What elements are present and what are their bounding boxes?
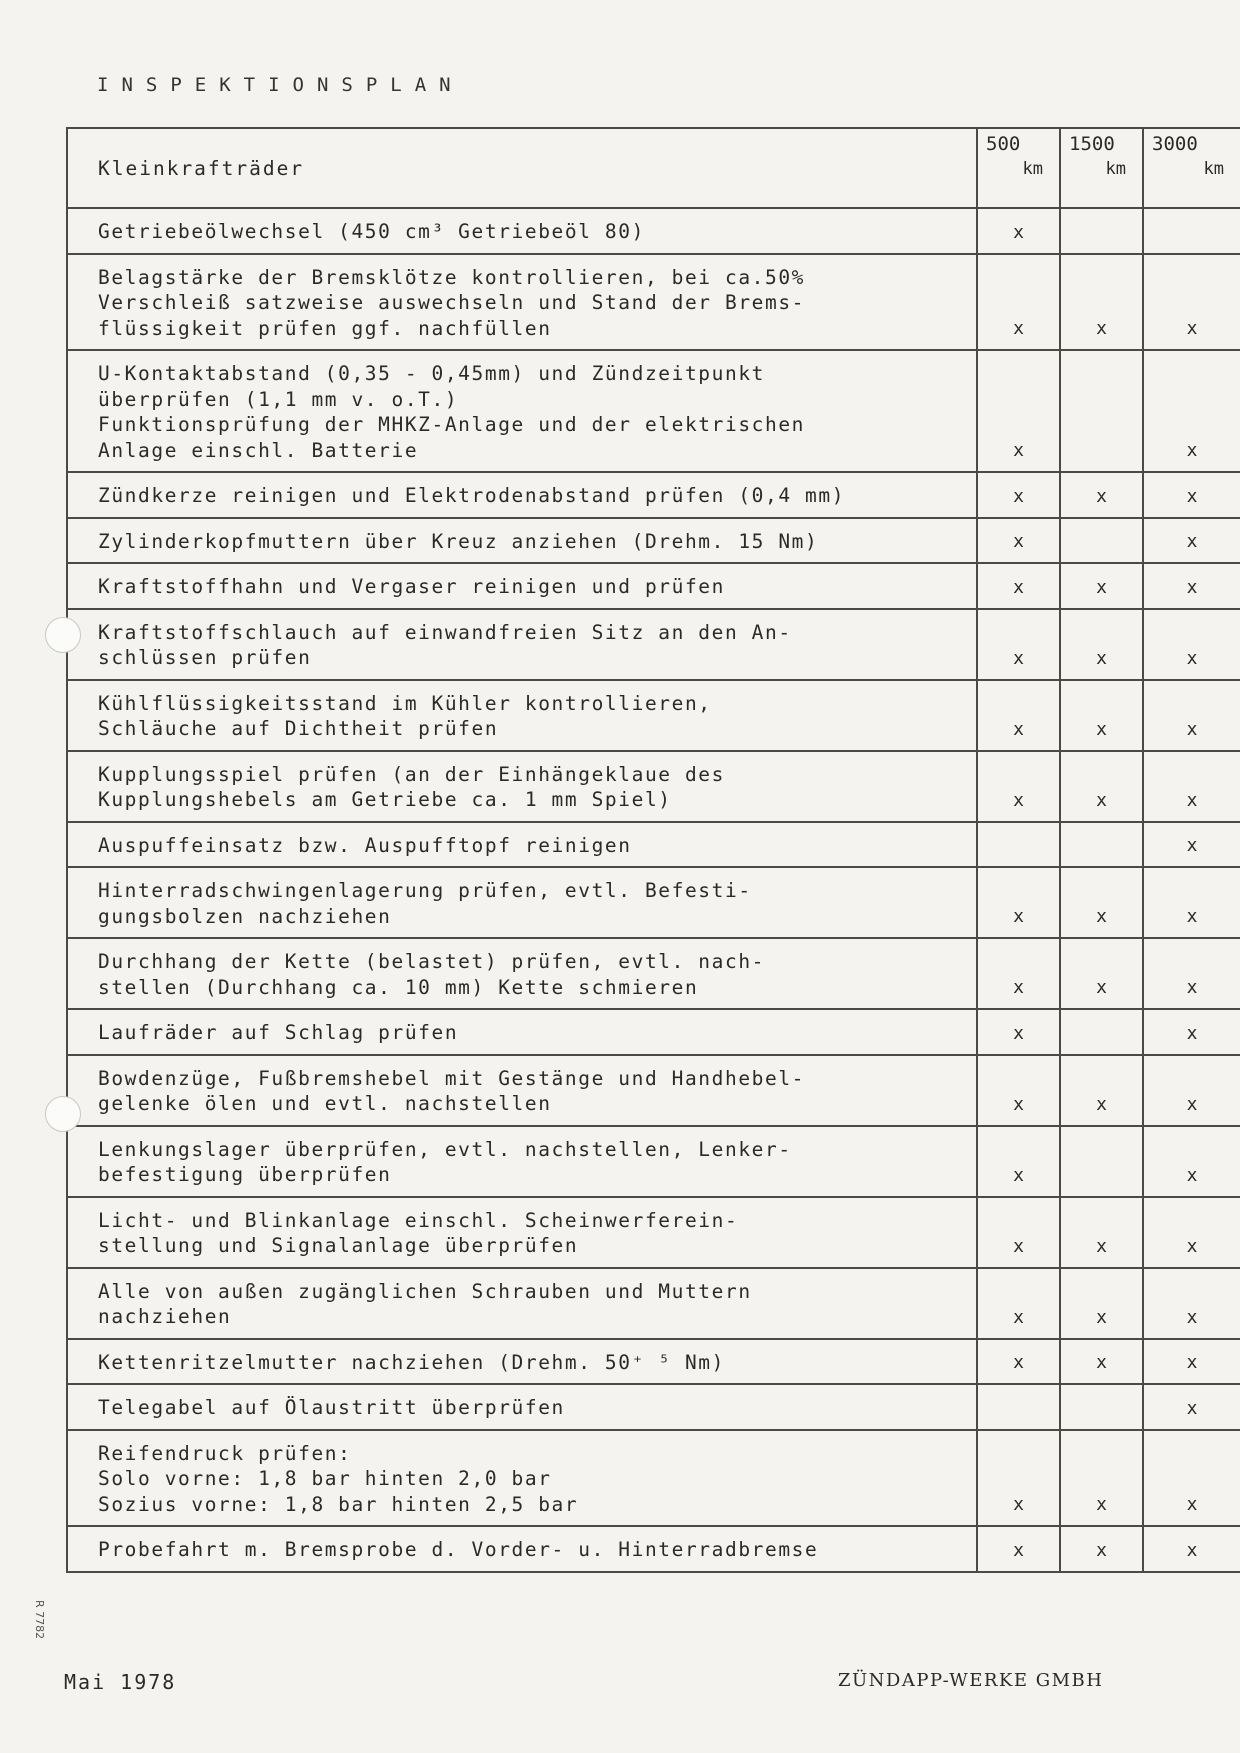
interval-mark-500: x [977, 1197, 1060, 1268]
interval-value: 3000 [1152, 133, 1198, 155]
table-row [67, 1197, 1240, 1268]
interval-mark-1500: x [1060, 751, 1143, 822]
task-description: Laufräder auf Schlag prüfen [67, 1009, 977, 1055]
category-header: Kleinkrafträder [67, 128, 977, 208]
interval-mark-500: x [977, 609, 1060, 680]
interval-mark-1500: x [1060, 254, 1143, 351]
interval-mark-1500 [1060, 350, 1143, 472]
table-row [67, 751, 1240, 822]
interval-mark-3000: x [1143, 350, 1240, 472]
interval-mark-1500 [1060, 518, 1143, 564]
interval-mark-3000: x [1143, 751, 1240, 822]
table-row [67, 1009, 1240, 1055]
task-description: Kettenritzelmutter nachziehen (Drehm. 50⁺ ⁵ Nm) [67, 1339, 977, 1385]
interval-mark-1500: x [1060, 1339, 1143, 1385]
interval-mark-500: x [977, 254, 1060, 351]
table-header-row [67, 128, 1240, 208]
task-description: Zylinderkopfmuttern über Kreuz anziehen (Drehm. 15 Nm) [67, 518, 977, 564]
interval-mark-1500: x [1060, 1526, 1143, 1572]
interval-mark-500: x [977, 350, 1060, 472]
table-row [67, 350, 1240, 472]
interval-mark-1500 [1060, 208, 1143, 254]
interval-mark-3000 [1143, 208, 1240, 254]
interval-mark-1500: x [1060, 938, 1143, 1009]
interval-mark-500 [977, 1384, 1060, 1430]
interval-mark-1500: x [1060, 867, 1143, 938]
interval-mark-3000: x [1143, 1126, 1240, 1197]
task-description: Kühlflüssigkeitsstand im Kühler kontrollieren, Schläuche auf Dichtheit prüfen [67, 680, 977, 751]
interval-mark-1500: x [1060, 1055, 1143, 1126]
table-row [67, 938, 1240, 1009]
interval-mark-3000: x [1143, 518, 1240, 564]
footer-date: Mai 1978 [64, 1670, 177, 1694]
table-row [67, 1384, 1240, 1430]
table-row [67, 254, 1240, 351]
interval-mark-3000: x [1143, 1339, 1240, 1385]
table-row [67, 867, 1240, 938]
interval-mark-3000: x [1143, 1384, 1240, 1430]
interval-mark-1500 [1060, 1126, 1143, 1197]
interval-mark-500: x [977, 472, 1060, 518]
interval-mark-500: x [977, 518, 1060, 564]
interval-mark-500: x [977, 1055, 1060, 1126]
task-description: Alle von außen zugänglichen Schrauben und Muttern nachziehen [67, 1268, 977, 1339]
interval-mark-1500 [1060, 1009, 1143, 1055]
table-row [67, 609, 1240, 680]
task-description: Kraftstoffhahn und Vergaser reinigen und prüfen [67, 563, 977, 609]
table-row [67, 680, 1240, 751]
interval-mark-1500 [1060, 1384, 1143, 1430]
task-description: Bowdenzüge, Fußbremshebel mit Gestänge und Handhebel- gelenke ölen und evtl. nachstellen [67, 1055, 977, 1126]
interval-mark-3000: x [1143, 1430, 1240, 1527]
table-row [67, 1126, 1240, 1197]
interval-mark-1500: x [1060, 609, 1143, 680]
interval-mark-500 [977, 822, 1060, 868]
interval-mark-500: x [977, 867, 1060, 938]
task-description: Telegabel auf Ölaustritt überprüfen [67, 1384, 977, 1430]
table-row [67, 1526, 1240, 1572]
interval-mark-500: x [977, 563, 1060, 609]
interval-mark-1500: x [1060, 680, 1143, 751]
interval-mark-3000: x [1143, 1009, 1240, 1055]
interval-mark-3000: x [1143, 1197, 1240, 1268]
interval-mark-3000: x [1143, 1268, 1240, 1339]
task-description: Kupplungsspiel prüfen (an der Einhängeklaue des Kupplungshebels am Getriebe ca. 1 mm Spiel) [67, 751, 977, 822]
interval-mark-3000: x [1143, 254, 1240, 351]
interval-header-500 [977, 128, 1060, 208]
task-description: Hinterradschwingenlagerung prüfen, evtl. Befesti- gungsbolzen nachziehen [67, 867, 977, 938]
interval-mark-1500 [1060, 822, 1143, 868]
table-row [67, 1268, 1240, 1339]
task-description: Lenkungslager überprüfen, evtl. nachstellen, Lenker- befestigung überprüfen [67, 1126, 977, 1197]
interval-mark-1500: x [1060, 1430, 1143, 1527]
interval-value: 500 [986, 133, 1021, 155]
task-description: Kraftstoffschlauch auf einwandfreien Sitz an den An- schlüssen prüfen [67, 609, 977, 680]
interval-mark-500: x [977, 1339, 1060, 1385]
table-row [67, 472, 1240, 518]
task-description: Auspuffeinsatz bzw. Auspufftopf reinigen [67, 822, 977, 868]
interval-mark-3000: x [1143, 1055, 1240, 1126]
task-description: Durchhang der Kette (belastet) prüfen, evtl. nach- stellen (Durchhang ca. 10 mm) Kette schmieren [67, 938, 977, 1009]
punch-hole [45, 617, 81, 653]
table-row [67, 563, 1240, 609]
interval-mark-3000: x [1143, 563, 1240, 609]
task-description: Licht- und Blinkanlage einschl. Scheinwerferein- stellung und Signalanlage überprüfen [67, 1197, 977, 1268]
interval-unit: km [1105, 159, 1126, 179]
interval-mark-1500: x [1060, 1268, 1143, 1339]
interval-mark-500: x [977, 680, 1060, 751]
table-row [67, 1339, 1240, 1385]
task-description: Reifendruck prüfen: Solo vorne: 1,8 bar hinten 2,0 bar Sozius vorne: 1,8 bar hinten 2,5 bar [67, 1430, 977, 1527]
interval-mark-3000: x [1143, 938, 1240, 1009]
interval-mark-1500: x [1060, 1197, 1143, 1268]
interval-mark-500: x [977, 1009, 1060, 1055]
table-row [67, 1055, 1240, 1126]
interval-mark-3000: x [1143, 1526, 1240, 1572]
footer-company: ZÜNDAPP-WERKE GMBH [838, 1670, 1104, 1691]
interval-mark-1500: x [1060, 563, 1143, 609]
task-description: Belagstärke der Bremsklötze kontrollieren, bei ca.50% Verschleiß satzweise auswechseln und Stand der Brems- flüssigkeit prüfen ggf. nachfüllen [67, 254, 977, 351]
task-description: Zündkerze reinigen und Elektrodenabstand prüfen (0,4 mm) [67, 472, 977, 518]
document-title: INSPEKTIONSPLAN [97, 74, 464, 96]
interval-mark-3000: x [1143, 472, 1240, 518]
interval-mark-3000: x [1143, 680, 1240, 751]
interval-unit: km [1022, 159, 1043, 179]
task-description: Getriebeölwechsel (450 cm³ Getriebeöl 80) [67, 208, 977, 254]
table-row [67, 1430, 1240, 1527]
interval-mark-500: x [977, 1430, 1060, 1527]
interval-mark-500: x [977, 1126, 1060, 1197]
interval-mark-3000: x [1143, 822, 1240, 868]
interval-mark-1500: x [1060, 472, 1143, 518]
table-row [67, 822, 1240, 868]
punch-hole [45, 1096, 81, 1132]
interval-mark-500: x [977, 1268, 1060, 1339]
inspection-table [66, 127, 1240, 1573]
table-row [67, 518, 1240, 564]
interval-header-1500 [1060, 128, 1143, 208]
interval-header-3000 [1143, 128, 1240, 208]
interval-mark-500: x [977, 1526, 1060, 1572]
interval-mark-3000: x [1143, 867, 1240, 938]
task-description: U-Kontaktabstand (0,35 - 0,45mm) und Zündzeitpunkt überprüfen (1,1 mm v. o.T.) Funktionsprüfung der MHKZ-Anlage und der elektrischen Anlage einschl. Batterie [67, 350, 977, 472]
interval-mark-500: x [977, 208, 1060, 254]
side-code: R 7782 [33, 1600, 46, 1640]
interval-mark-3000: x [1143, 609, 1240, 680]
interval-unit: km [1203, 159, 1224, 179]
interval-mark-500: x [977, 751, 1060, 822]
interval-value: 1500 [1069, 133, 1115, 155]
task-description: Probefahrt m. Bremsprobe d. Vorder- u. Hinterradbremse [67, 1526, 977, 1572]
table-row [67, 208, 1240, 254]
interval-mark-500: x [977, 938, 1060, 1009]
